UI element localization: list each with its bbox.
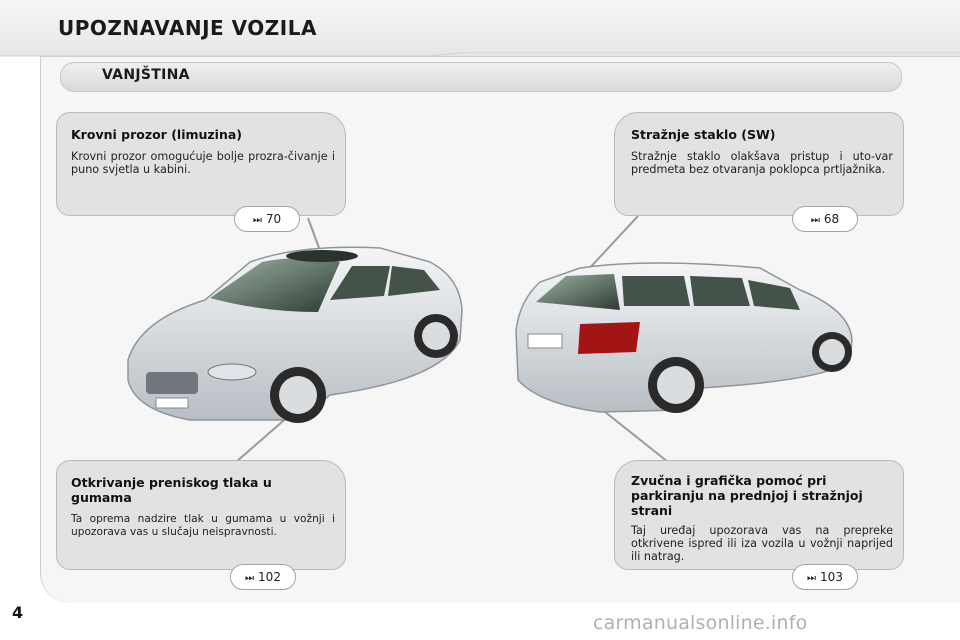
card-title: Stražnje staklo (SW) bbox=[631, 127, 776, 142]
card-title: Otkrivanje preniskog tlaka u gumama bbox=[71, 475, 272, 505]
card-text: Taj uređaj upozorava vas na prepreke otkrivene ispred ili iza vozila u vožnji naprijed ili natrag. bbox=[631, 524, 893, 563]
page-ref-parking-aid[interactable]: ⏭ 103 bbox=[792, 564, 858, 590]
fast-forward-icon: ⏭ bbox=[810, 215, 820, 226]
card-text: Ta oprema nadzire tlak u gumama u vožnji i upozorava vas u slučaju neispravnosti. bbox=[71, 513, 335, 538]
section-title: VANJŠTINA bbox=[102, 67, 190, 83]
wagon-car bbox=[516, 263, 852, 413]
watermark: carmanualsonline.info bbox=[593, 612, 808, 634]
page-title: UPOZNAVANJE VOZILA bbox=[58, 16, 317, 40]
card-title: Krovni prozor (limuzina) bbox=[71, 127, 243, 142]
page-ref-tyre-pressure[interactable]: ⏭ 102 bbox=[230, 564, 296, 590]
page-ref-sunroof[interactable]: ⏭ 70 bbox=[234, 206, 300, 232]
page-number: 4 bbox=[12, 603, 24, 622]
fast-forward-icon: ⏭ bbox=[807, 573, 817, 584]
card-parking-aid bbox=[614, 460, 904, 570]
page-ref-rear-glass[interactable]: ⏭ 68 bbox=[792, 206, 858, 232]
fast-forward-icon: ⏭ bbox=[252, 215, 262, 226]
card-sunroof bbox=[56, 112, 346, 216]
card-rear-glass bbox=[614, 112, 904, 216]
card-text: Krovni prozor omogućuje bolje prozra-čivanje i puno svjetla u kabini. bbox=[71, 150, 335, 176]
fast-forward-icon: ⏭ bbox=[245, 573, 255, 584]
card-tyre-pressure bbox=[56, 460, 346, 570]
sedan-car bbox=[128, 247, 462, 423]
card-text: Stražnje staklo olakšava pristup i uto-var predmeta bez otvaranja poklopca prtljažnika. bbox=[631, 150, 893, 176]
card-title: Zvučna i grafička pomoć pri parkiranju na prednjoj i stražnjoj strani bbox=[631, 473, 863, 518]
